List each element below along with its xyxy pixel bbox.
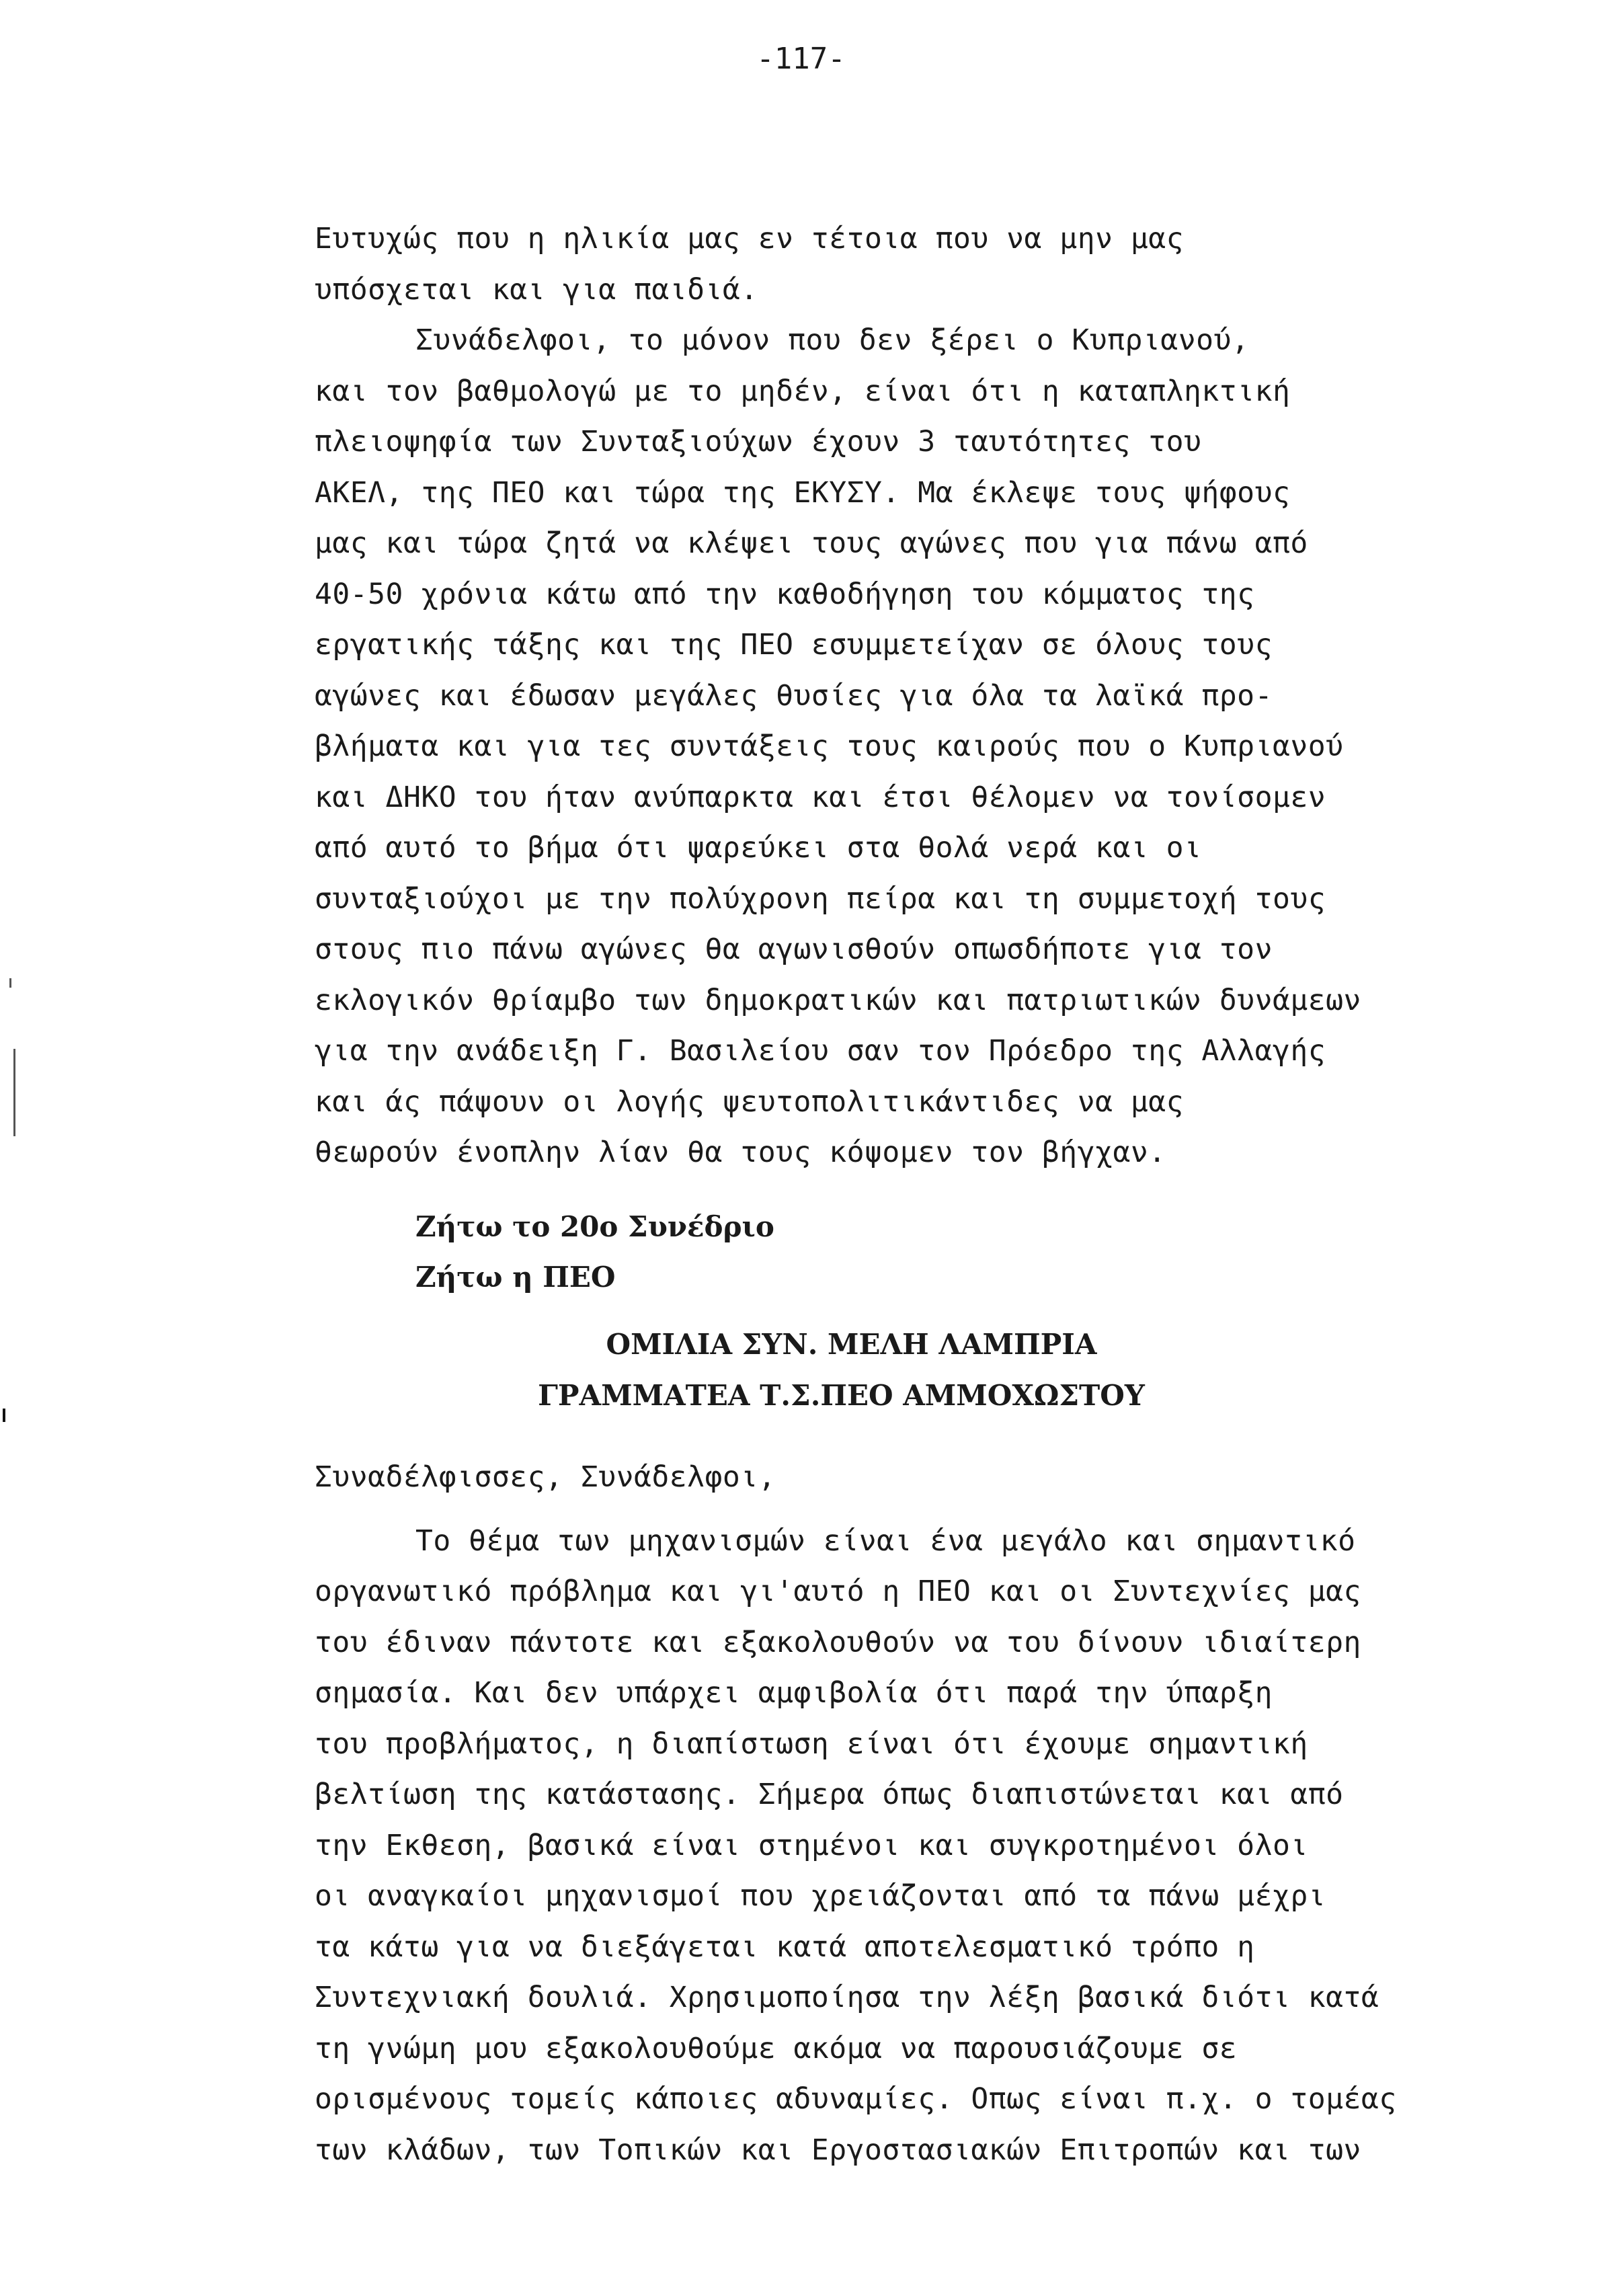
text-line: αγώνες και έδωσαν μεγάλες θυσίες για όλα τα λαϊκά προ- bbox=[315, 678, 1273, 713]
slogan: Ζήτω η ΠΕΟ bbox=[415, 1261, 616, 1294]
text-line: μας και τώρα ζητά να κλέψει τους αγώνες που για πάνω από bbox=[315, 526, 1308, 560]
salutation: Συναδέλφισσες, Συνάδελφοι, bbox=[315, 1460, 776, 1494]
page-number: -117- bbox=[756, 42, 846, 76]
heading-line-1: ΟΜΙΛΙΑ ΣΥΝ. ΜΕΛΗ ΛΑΜΠΡΙΑ bbox=[606, 1328, 1097, 1361]
text-line: και άς πάψουν οι λογής ψευτοπολιτικάντιδες να μας bbox=[315, 1084, 1185, 1119]
speech-heading bbox=[0, 1319, 1602, 1421]
text-line: οι αναγκαίοι μηχανισμοί που χρειάζονται από τα πάνω μέχρι bbox=[315, 1879, 1326, 1913]
text-line: στους πιο πάνω αγώνες θα αγωνισθούν οπωσδήποτε για τον bbox=[315, 933, 1273, 966]
slogans bbox=[415, 1201, 774, 1302]
text-line: ΑΚΕΛ, της ΠΕΟ και τώρα της ΕΚΥΣΥ. Μα έκλεψε τους ψήφους bbox=[315, 475, 1291, 510]
text-line: συνταξιούχοι με την πολύχρονη πείρα και τη συμμετοχή τους bbox=[315, 881, 1326, 916]
text-line: οργανωτικό πρόβλημα και γι'αυτό η ΠΕΟ και οι Συντεχνίες μας bbox=[315, 1575, 1361, 1608]
speech-2-body bbox=[315, 1452, 1578, 2176]
scan-mark bbox=[13, 1049, 15, 1136]
text-line: και ΔΗΚΟ του ήταν ανύπαρκτα και έτσι θέλομεν να τονίσομεν bbox=[315, 780, 1326, 814]
paragraph-1 bbox=[315, 214, 1565, 315]
text-line: πλειοψηφία των Συνταξιούχων έχουν 3 ταυτότητες του bbox=[315, 425, 1202, 459]
text-line: Συνάδελφοι, το μόνον που δεν ξέρει ο Κυπριανού, bbox=[415, 323, 1250, 357]
text-line: Το θέμα των μηχανισμών είναι ένα μεγάλο και σημαντικό bbox=[415, 1523, 1356, 1558]
text-line: 40-50 χρόνια κάτω από την καθοδήγηση του κόμματος της bbox=[315, 577, 1255, 611]
text-line: υπόσχεται και για παιδιά. bbox=[315, 272, 758, 307]
paragraph-2 bbox=[315, 315, 1565, 1179]
text-line: ορισμένους τομείς κάποιες αδυναμίες. Οπως είναι π.χ. ο τομέας bbox=[315, 2082, 1397, 2116]
text-line: για την ανάδειξη Γ. Βασιλείου σαν τον Πρόεδρο της Αλλαγής bbox=[315, 1034, 1326, 1068]
text-line: Συντεχνιακή δουλιά. Χρησιμοποίησα την λέξη βασικά διότι κατά bbox=[315, 1981, 1379, 2014]
text-line: βλήματα και για τες συντάξεις τους καιρούς που ο Κυπριανού bbox=[315, 729, 1344, 763]
text-line: θεωρούν ένοπλην λίαν θα τους κόψομεν τον βήγχαν. bbox=[315, 1136, 1166, 1169]
text-line: και τον βαθμολογώ με το μηδέν, είναι ότι η καταπληκτική bbox=[315, 374, 1291, 408]
scan-mark bbox=[3, 1409, 5, 1422]
heading-line-2: ΓΡΑΜΜΑΤΕΑ Τ.Σ.ΠΕΟ ΑΜΜΟΧΩΣΤΟΥ bbox=[538, 1379, 1145, 1412]
text-line: Ευτυχώς που η ηλικία μας εν τέτοια που να μην μας bbox=[315, 222, 1185, 255]
scan-mark bbox=[9, 978, 11, 988]
text-line: τα κάτω για να διεξάγεται κατά αποτελεσματικό τρόπο η bbox=[315, 1930, 1255, 1964]
text-line: εκλογικόν θρίαμβο των δημοκρατικών και πατριωτικών δυνάμεων bbox=[315, 983, 1361, 1017]
text-line: βελτίωση της κατάστασης. Σήμερα όπως διαπιστώνεται και από bbox=[315, 1778, 1344, 1811]
speech-1-body bbox=[315, 214, 1565, 1179]
text-line: εργατικής τάξης και της ΠΕΟ εσυμμετείχαν σε όλους τους bbox=[315, 628, 1273, 662]
text-line: σημασία. Και δεν υπάρχει αμφιβολία ότι παρά την ύπαρξη bbox=[315, 1676, 1273, 1710]
text-line: την Εκθεση, βασικά είναι στημένοι και συγκροτημένοι όλοι bbox=[315, 1828, 1308, 1862]
text-line: του έδιναν πάντοτε και εξακολουθούν να του δίνουν ιδιαίτερη bbox=[315, 1625, 1361, 1659]
slogan: Ζήτω το 20ο Συνέδριο bbox=[415, 1210, 774, 1243]
text-line: τη γνώμη μου εξακολουθούμε ακόμα να παρουσιάζουμε σε bbox=[315, 2031, 1238, 2065]
text-line: του προβλήματος, η διαπίστωση είναι ότι έχουμε σημαντική bbox=[315, 1727, 1308, 1761]
text-line: των κλάδων, των Τοπικών και Εργοστασιακών Επιτροπών και των bbox=[315, 2133, 1361, 2167]
text-line: από αυτό το βήμα ότι ψαρεύκει στα θολά νερά και οι bbox=[315, 831, 1202, 865]
